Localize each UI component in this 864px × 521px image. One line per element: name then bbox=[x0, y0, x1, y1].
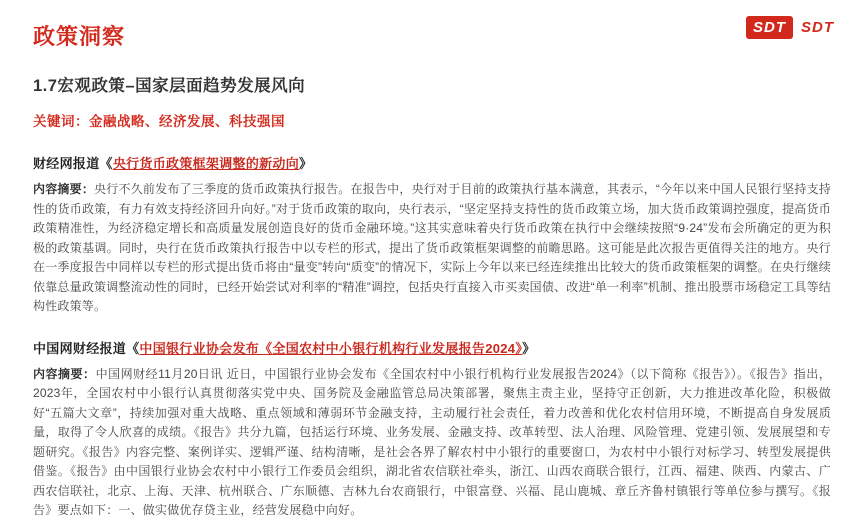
sdt-logo-left: SDT bbox=[746, 16, 793, 39]
article-title-link[interactable]: 央行货币政策框架调整的新动向 bbox=[112, 156, 300, 171]
article-source-prefix: 财经网报道《 bbox=[33, 156, 113, 171]
article-summary bbox=[33, 365, 831, 521]
page-title: 政策洞察 bbox=[33, 24, 126, 49]
sdt-logo-right: SDT bbox=[795, 16, 840, 39]
summary-text: 央行不久前发布了三季度的货币政策执行报告。在报告中，央行对于目前的政策执行基本满意，其表示，“今年以来中国人民银行坚持支持性的货币政策，有力有效支持经济回升向好。”对于货币政策的取向，央行表示，“坚定坚持支持性的货币政策立场，加大货币政策调控强度，提高货币政策精准性，为经济稳定增长和高质量发展创造良好的货币金融环境。”这其实意味着央行货币政策在执行中会继续按照“9·24”发布会所确定的更为积极的政策基调。同时，央行在货币政策执行报告中以专栏的形式，提出了货币政策框架调整的前瞻思路。这可能是此次报告更值得关注的地方。央行在一季度报告中同样以专栏的形式提出货币将由“量变”转向“质变”的情况下，实际上今年以来已经连续推出比较大的货币政策框架的调整。在央行继续依靠总量政策调整流动性的同时，已经开始尝试对利率的“精准”调控，包括央行直接入市买卖国债、改进“单一利率”机制、推出股票市场稳定工具等结构性政策等。 bbox=[33, 182, 831, 313]
article-source-suffix: 》 bbox=[522, 340, 536, 356]
article-heading bbox=[33, 338, 831, 357]
article-rural-banks-report bbox=[33, 338, 831, 521]
keywords-line: 关键词：金融战略、经济发展、科技强国 bbox=[33, 114, 285, 129]
article-central-bank-policy bbox=[33, 153, 831, 317]
article-source-prefix: 中国网财经报道《 bbox=[33, 340, 140, 356]
article-source-suffix: 》 bbox=[299, 156, 313, 171]
article-heading bbox=[33, 153, 831, 172]
summary-text: 中国网财经11月20日讯 近日，中国银行业协会发布《全国农村中小银行机构行业发展报告2024》（以下简称《报告》）。《报告》指出，2023年，全国农村中小银行认真贯彻落实党中央、国务院及金融监管总局决策部署，聚焦主责主业，坚持守正创新，大力推进改革化险，积极做好“五篇大文章”，持续加强对重大战略、重点领域和薄弱环节金融支持，主动履行社会责任，着力改善和优化农村信用环境，不断提高自身发展质量，取得了令人欣喜的成绩。《报告》共分九篇，包括运行环境、业务发展、金融支持、改革转型、法人治理、风险管理、党建引领、发展展望和专题研究。《报告》内容完整、案例详实、逻辑严谨、结构清晰，是社会各界了解农村中小银行的重要窗口，为农村中小银行对标学习、转型发展提供借鉴。《报告》由中国银行业协会农村中小银行工作委员会组织，湖北省农信联社牵头，浙江、山西农商联合银行，江西、福建、陕西、内蒙古、广西农信联社，北京、上海、天津、杭州联合、广东顺德、吉林九台农商银行，中银富登、兴福、昆山鹿城、章丘齐鲁村镇银行等单位参与撰写。《报告》要点如下：一、做实做优存贷主业，经营发展稳中向好。 bbox=[33, 366, 831, 517]
sdt-logo bbox=[746, 16, 840, 39]
summary-label: 内容摘要： bbox=[33, 182, 95, 196]
slide-section-title: 1.7宏观政策–国家层面趋势发展风向 bbox=[33, 77, 306, 95]
article-summary bbox=[33, 180, 831, 317]
article-title-link[interactable]: 中国银行业协会发布《全国农村中小银行机构行业发展报告2024》 bbox=[139, 340, 523, 356]
summary-label: 内容摘要： bbox=[33, 366, 96, 381]
